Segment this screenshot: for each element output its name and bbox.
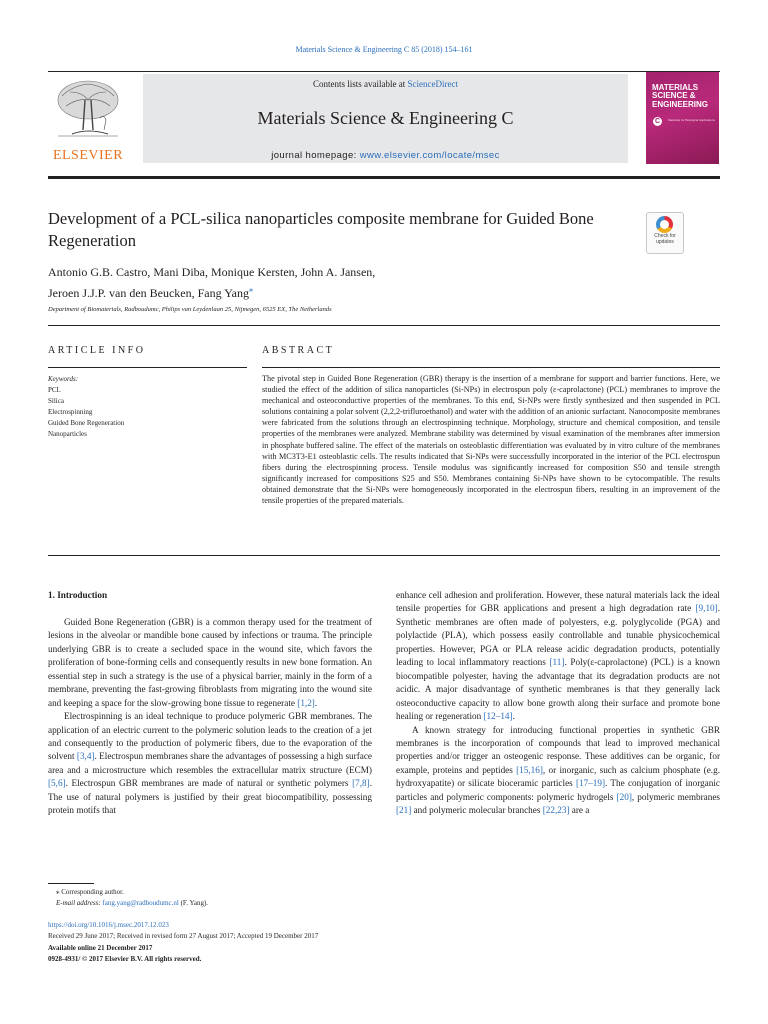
- homepage-link[interactable]: www.elsevier.com/locate/msec: [359, 150, 500, 161]
- cover-subtitle: Materials for Biological Applications: [668, 118, 716, 122]
- text-run: and polymeric molecular branches: [411, 805, 543, 816]
- text-run: Electrospinning is an ideal technique to produce polymeric GBR membranes. The application of an electric current to the polymeric solution leads to the creation of a jet and consequently to the production of polymeric fibers, due to the evaporation of the solvent: [48, 711, 372, 762]
- abstract-text: The pivotal step in Guided Bone Regeneration (GBR) therapy is the insertion of a membrane for support and barrier functions. Here, we studied the effect of the addition of silica nanoparticles (Si-NPs) in electrospun poly (ε-caprolactone) (PCL) membranes to improve the mechanical and osteoconductive properties of the membranes. To this end, Si-NPs were firstly synthesized and then suspended in PCL solutions containing a polar solvent (2,2,2-trifluroethanol) and water with the addition of an anionic surfactant. Nanocomposite membranes were fabricated from the solutions through an electrospinning technique. Morphology, structure and chemical composition, and tensile properties of the membranes were analyzed. Membrane stability was determined by visual examination of the membranes after immersion in phosphate buffered saline. The effect of the materials on osteoblastic differentiation was evaluated by in vitro culture of the membranes with MC3T3-E1 osteoblastic cells. The results indicated that Si-NPs were successfully incorporated in the interior of the PCL electrospun fibers during the electrospinning process. Tensile modulus was significantly increased for composition S50 and tensile strength significantly increased for compositions S25 and S50. Membranes containing Si-NPs have shown to be cytocompatible. The results obtained demonstrate that the Si-NPs were homogeneously incorporated in the electrospun fibers, resulting in an improvement of the tensile properties of the prepared materials.: [262, 374, 720, 506]
- email-note: [48, 898, 448, 909]
- affiliation: Department of Biomaterials, Radboudumc, Philips van Leydenlaan 25, Nijmegen, 6525 EX, The Netherlands: [48, 306, 332, 313]
- citation-link[interactable]: [9,10]: [695, 603, 718, 614]
- received-dates: Received 29 June 2017; Received in revised form 27 August 2017; Accepted 19 December 2017: [48, 932, 319, 941]
- email-link[interactable]: fang.yang@radboudumc.nl: [102, 899, 179, 908]
- divider: [48, 555, 720, 556]
- text-run: Guided Bone Regeneration (GBR) is a common therapy used for the treatment of lesions in the alveolar or mandible bone caused by infections or trauma. The principle underlying GBR is to create a secluded space in the wound site, which favors the proliferation of bone-forming cells and consequently results in new bone formation. An essential step in such a strategy is the use of a physical barrier, mainly in the form of a membrane, preventing the fast-growing fibroblasts from migrating into the wound site and keeping a space for the slow-growing bone tissue to regenerate: [48, 616, 372, 708]
- text-run: are a: [569, 805, 590, 816]
- text-run: . Electrospun GBR membranes are made of natural or synthetic polymers: [65, 778, 353, 789]
- section-heading: 1. Introduction: [48, 590, 108, 600]
- citation-link[interactable]: [20]: [616, 791, 632, 802]
- corresponding-author-mark[interactable]: ⁎: [248, 285, 253, 294]
- text-run: enhance cell adhesion and proliferation. However, these natural materials lack the ideal tensile properties for GBR applications and present a high degradation rate: [396, 590, 720, 614]
- journal-name: Materials Science & Engineering C: [257, 108, 514, 128]
- article-title: Development of a PCL-silica nanoparticles composite membrane for Guided Bone Regeneration: [48, 209, 594, 250]
- text-run: , or inorganic, such as calcium phosphate (e.g. hydroxyapatite) or silicate bioceramic particles: [396, 764, 720, 789]
- cover-title: MATERIALS SCIENCE & ENGINEERING: [652, 83, 709, 109]
- citation-link[interactable]: [17–19]: [575, 778, 606, 789]
- cover-letter: C: [654, 118, 661, 125]
- available-online: Available online 21 December 2017: [48, 943, 153, 952]
- author-list: [48, 264, 608, 302]
- citation-link[interactable]: [12–14]: [483, 711, 513, 722]
- authors-line-1: Antonio G.B. Castro, Mani Diba, Monique Kersten, John A. Jansen,: [48, 265, 376, 279]
- keyword-item: Electrospinning: [48, 408, 93, 416]
- keyword-item: Nanoparticles: [48, 430, 87, 438]
- authors-line-2-text: Jeroen J.J.P. van den Beucken, Fang Yang: [48, 286, 249, 300]
- tree-icon: [52, 78, 124, 140]
- authors-line-2: [48, 281, 608, 302]
- divider: [48, 367, 247, 368]
- keyword-item: Silica: [48, 397, 64, 405]
- citation-link[interactable]: [7,8]: [352, 778, 370, 789]
- email-suffix: (F. Yang).: [178, 899, 209, 908]
- paragraph: [396, 589, 720, 724]
- citation-link[interactable]: [21]: [396, 805, 412, 816]
- journal-reference[interactable]: Materials Science & Engineering C 85 (2018) 154–161: [295, 45, 473, 54]
- text-run: , polymeric membranes: [631, 791, 720, 802]
- citation-link[interactable]: [5,6]: [48, 778, 66, 789]
- copyright: 0928-4931/ © 2017 Elsevier B.V. All rights reserved.: [48, 955, 202, 964]
- keyword-item: PCL: [48, 386, 61, 394]
- citation-link[interactable]: [22,23]: [542, 805, 570, 816]
- elsevier-logo[interactable]: [48, 74, 128, 166]
- abstract-heading: ABSTRACT: [262, 345, 335, 356]
- citation-link[interactable]: [3,4]: [76, 751, 95, 762]
- contents-line: [143, 79, 628, 89]
- footnote-divider: [48, 883, 94, 884]
- corresponding-author-note: ⁎ Corresponding author.: [56, 888, 124, 896]
- text-run: A known strategy for introducing functional properties in synthetic GBR membranes is the incorporation of compounds that lead to improved mechanical properties and/or trigger an osteogenic response. These additives can be organic, for example, proteins and peptides: [396, 724, 720, 775]
- contents-prefix: Contents lists available at: [313, 79, 408, 89]
- citation-link[interactable]: [11]: [549, 657, 565, 668]
- footnotes: [48, 887, 448, 909]
- email-label: E-mail address:: [56, 899, 103, 908]
- keywords-label: Keywords:: [48, 375, 79, 383]
- text-run: . Synthetic membranes are often made of polyesters, e.g. polyglycolide (PGA) and polylactide (PLA), which possess easily controllable and tunable physicochemical properties. However, PGA or PLA release acidic degradation products, potentially leading to local inflammatory reactions: [396, 603, 720, 668]
- text-run: . The conjugation of inorganic particles and polymeric components: polymeric hydrogels: [396, 778, 720, 802]
- check-updates-label: Check for updates: [654, 233, 676, 245]
- citation-link[interactable]: [15,16]: [516, 764, 543, 775]
- text-run: . Electrospun membranes share the advantages of possessing a high surface area and a microstructure which resembles the extracellular matrix structure (ECM): [48, 751, 372, 775]
- paragraph: [48, 616, 372, 710]
- body-column-left: [48, 589, 372, 818]
- paragraph: [48, 710, 372, 818]
- check-updates-icon: [656, 216, 673, 233]
- keyword-item: Guided Bone Regeneration: [48, 419, 125, 427]
- divider: [262, 367, 720, 368]
- article-info-heading: ARTICLE INFO: [48, 345, 146, 356]
- publication-info: [48, 920, 548, 966]
- publisher-wordmark: ELSEVIER: [52, 148, 124, 163]
- journal-banner: [143, 74, 628, 163]
- doi-link[interactable]: https://doi.org/10.1016/j.msec.2017.12.023: [48, 921, 169, 929]
- text-run: .: [314, 697, 318, 708]
- text-run: .: [512, 711, 515, 722]
- text-run: . Poly(ε-caprolactone) (PCL) is a known biocompatible polyester, having the advantage that its degradation products are not acidic. A major disadvantage of synthetic membranes is that they generally lack osteoconductive capacity to allow bone growth along their surface and promote bone healing or regeneration: [396, 657, 720, 722]
- text-run: . The use of natural polymers is justified by their great biocompatibility, possessing protein motifs that: [48, 778, 372, 816]
- citation-link[interactable]: [1,2]: [297, 697, 315, 708]
- check-for-updates-button[interactable]: [646, 212, 684, 254]
- homepage-prefix: journal homepage:: [271, 150, 360, 161]
- divider: [48, 325, 720, 326]
- paragraph: [396, 724, 720, 818]
- body-column-right: [396, 589, 720, 818]
- sciencedirect-link[interactable]: ScienceDirect: [407, 79, 458, 89]
- journal-cover-image[interactable]: [646, 72, 719, 164]
- homepage-line: [143, 150, 628, 161]
- keywords-block: [48, 374, 247, 440]
